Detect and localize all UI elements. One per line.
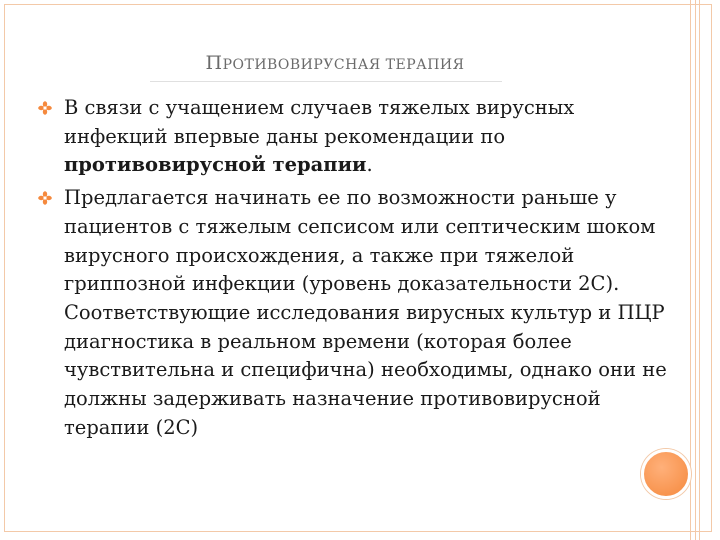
flower-icon [38,191,52,205]
bullet-2-text: Предлагается начинать ее по возможности раньше у пациентов с тяжелым сепсисом или септическим шоком вирусного происхождения, а также при тяжелой гриппозной инфекции (уровень доказательности 2С). Соответствующие исследования вирусных культур и ПЦР диагностика в реальном времени (которая более чувствительна и специфична) необходимы, однако они не должны задерживать назначение противовирусной терапии (2С) [64,186,667,439]
bullet-item-2 [38,184,668,442]
slide-title [0,52,670,74]
title-divider [150,81,502,82]
title-initial: П [205,52,223,74]
bullet-item-1 [38,94,668,180]
bullet-1-bold: противовирусной терапии [64,153,367,177]
title-rest: РОТИВОВИРУСНАЯ ТЕРАПИЯ [222,57,465,73]
bullet-1-text: В связи с учащением случаев тяжелых вирусных инфекций впервые даны рекомендации по [64,96,575,148]
side-decoration [690,0,700,540]
bullet-list [38,94,668,446]
bullet-1-end: . [366,153,373,177]
decorative-circle [641,449,691,499]
flower-icon [38,101,52,115]
